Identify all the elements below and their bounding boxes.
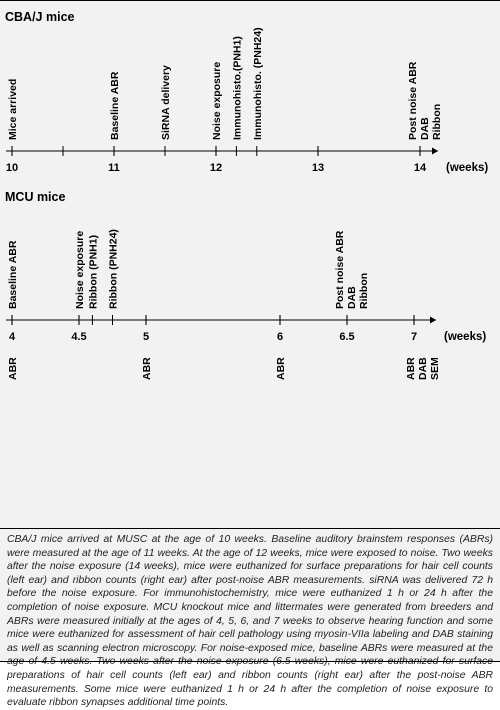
event-label: Immunohisto.(PNH1) — [231, 36, 244, 140]
event-label-below: ABR — [141, 357, 153, 380]
tick-label: 11 — [108, 162, 120, 174]
panel-title: CBA/J mice — [5, 10, 75, 24]
tick-label: 4.5 — [71, 331, 87, 343]
event-label-below: ABR — [275, 357, 287, 380]
figure-caption: CBA/J mice arrived at MUSC at the age of 10 weeks. Baseline auditory brainstem responses (ABRs) were measured at the age of 11 weeks. At the age of 12 weeks, mice were exposed to noise. Two weeks after the noise exposure (14 weeks), mice were euthanized for surface preparations for hair cell counts (left ear) and ribbon counts (right ear) after post-noise ABR measurements. siRNA was delivered 72 h before the noise exposure. For immunohistochemistry, mice were euthanized 1 h or 24 h after the completion of noise exposure. MCU knockout mice and littermates were generated from breeders and ABRs were measured initially at the ages of 4, 5, 6, and 7 weeks to observe hearing function and some mice were euthanized for assessment of hair cell pathology using myosin-VIIa labeling and DAB staining as well as scanning electron microscopy. For noise-exposed mice, baseline ABRs were measured at the preparations of hair cell counts (left ear) and ribbon counts (right ear) after the post-noise ABR measurements. Some mice were euthanized 1 h or 24 h after the completion of noise exposure to evaluate ribbon synapses additional time points. — [7, 534, 493, 709]
axis-arrow — [432, 148, 438, 155]
event-label: Ribbon (PNH24) — [107, 229, 120, 309]
tick-label: 7 — [410, 331, 418, 343]
panel-title: MCU mice — [5, 190, 66, 204]
event-label-below: ABR — [405, 357, 417, 380]
tick-label: 10 — [5, 162, 19, 174]
event-label: DAB — [419, 117, 431, 140]
event-label: Post noise ABR — [407, 61, 419, 140]
event-label: Baseline ABR — [109, 71, 121, 140]
event-label: Baseline ABR — [7, 240, 19, 309]
event-label: Immunohisto. (PNH24) — [251, 27, 264, 140]
tick-label: 14 — [413, 162, 427, 174]
tick-label: 5 — [142, 331, 150, 343]
axis-arrow — [430, 317, 436, 324]
event-label: Ribbon — [358, 272, 370, 309]
tick-label: 6.5 — [339, 331, 355, 343]
tick-label: 4 — [8, 331, 16, 343]
tick-label: 12 — [209, 162, 223, 174]
event-label: SiRNA delivery — [160, 65, 172, 140]
event-label: Mice arrived — [7, 78, 19, 140]
event-label: Ribbon — [431, 103, 443, 140]
tick-label: 6 — [276, 331, 284, 343]
axis-units-label: (weeks) — [446, 162, 489, 174]
event-label: Ribbon (PNH1) — [87, 234, 100, 309]
event-label: Noise exposure — [211, 61, 223, 140]
event-label: DAB — [346, 286, 358, 309]
event-label-below: SEM — [429, 357, 441, 380]
axis-units-label: (weeks) — [444, 331, 487, 343]
event-label-below: DAB — [417, 357, 429, 380]
event-label: Post noise ABR — [334, 230, 346, 309]
tick-label: 13 — [311, 162, 325, 174]
event-label: Noise exposure — [74, 230, 86, 309]
event-label-below: ABR — [7, 357, 19, 380]
caption-rule — [0, 528, 500, 529]
